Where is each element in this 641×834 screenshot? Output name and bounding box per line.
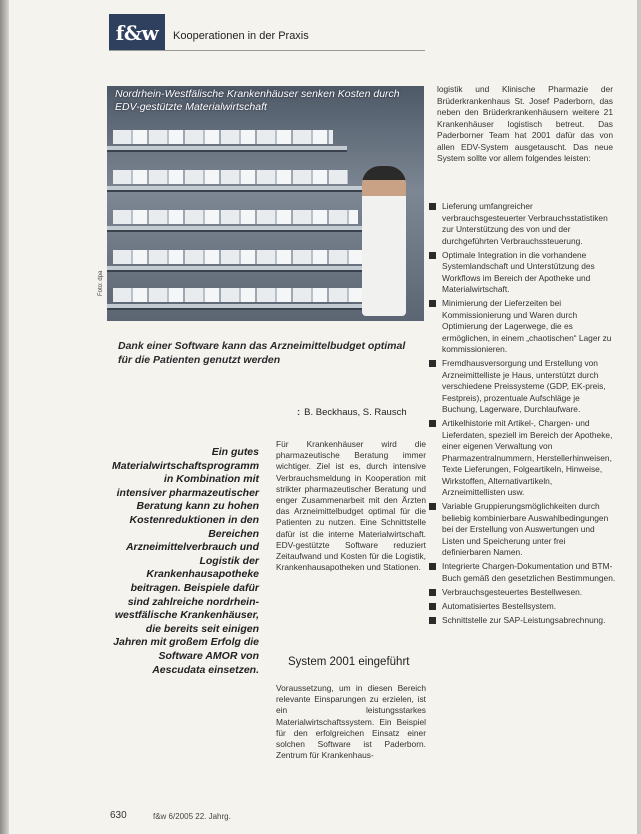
byline (297, 407, 407, 418)
shelf-boxes (113, 250, 368, 264)
square-bullet-icon (429, 589, 436, 596)
photo-headline: Nordrhein-Westfälische Krankenhäuser senken Kosten durch EDV-gestützte Materialwirtschaft (115, 88, 400, 113)
shelf-boxes (113, 130, 333, 144)
shelf (107, 186, 362, 190)
shelf-boxes (113, 210, 358, 224)
author-names: B. Beckhaus, S. Rausch (304, 407, 407, 418)
square-bullet-icon (429, 203, 436, 210)
list-item: Integrierte Chargen-Dokumentation und BTM-Buch gemäß den gesetzlichen Bestimmungen. (428, 561, 616, 584)
journal-logo: f&w (109, 14, 165, 51)
journal-issue: f&w 6/2005 22. Jahrg. (153, 812, 231, 821)
list-item: Artikelhistorie mit Artikel-, Chargen- und Lieferdaten, speziell im Bereich der Apotheke, einer eigenen Verwaltung von Pharmazentralnummern, Herstellerhinweisen, Texte Lieferungen, Folgeartikeln, Hinweise, Wirkstoffen, Alternativartikeln, Arzneimittellisten usw. (428, 418, 616, 499)
square-bullet-icon (429, 360, 436, 367)
square-bullet-icon (429, 617, 436, 624)
shelf (107, 226, 372, 230)
shelf-boxes (113, 170, 348, 184)
shelf (107, 304, 392, 308)
list-item: Verbrauchsgesteuertes Bestellwesen. (428, 587, 616, 599)
square-bullet-icon (429, 563, 436, 570)
body-text-column2-continued: Voraussetzung, um in diesen Bereich relevante Einsparungen zu erzielen, ist ein leistungsstarkes Materialwirtschaftssystem. Ein Beispiel für den erfolgreichen Einsatz einer solchen Software ist Paderborn. Zentrum für Krankenhaus- (276, 683, 426, 761)
photo-credit: Foto: dpa (98, 270, 104, 296)
image-caption: Dank einer Software kann das Arzneimittelbudget optimal für die Patienten genutzt werden (118, 340, 406, 366)
shelf (107, 266, 382, 270)
pharmacy-photo (107, 86, 424, 321)
body-text-column3: logistik und Klinische Pharmazie der Brüderkrankenhaus St. Josef Paderborn, das neben den Brüderkrankenhäusern weitere 21 Krankenhäuser logistisch betreut. Das Paderborner Team hat 2001 dafür das von allen EDV-System ausgetauscht. Das neue System sollte vor allem folgendes leisten: (437, 84, 613, 163)
list-item: Fremdhausversorgung und Erstellung von Arzneimittelliste je Haus, unterstützt durch verschiedene Preissysteme (GDP, EK-preis, Festpreis), prozentuale Aufschläge je Buchung, Lagerware, Durchlaufware. (428, 358, 616, 416)
list-item: Variable Gruppierungsmöglichkeiten durch beliebig kombinierbare Auswahlbedingungen bei der Erstellung von Auswertungen und Listen und Speicherung unter frei definierbaren Namen. (428, 501, 616, 559)
list-item: Minimierung der Lieferzeiten bei Kommissionierung und Waren durch Optimierung der Lagerwege, die es ermöglichen, in einem „chaotischen“ Lager zu kommissionieren. (428, 298, 616, 356)
section-title: Kooperationen in der Praxis (173, 30, 309, 42)
square-bullet-icon (429, 300, 436, 307)
subheading: System 2001 eingeführt (288, 656, 410, 668)
pull-quote: Ein gutes Materialwirtschaftsprogramm in Kombination mit intensiver pharmazeutischer Beratung kann zu hohen Kostenreduktionen in den Bereichen Arzneimittelverbrauch und Logistik der Krankenhausapotheke beitragen. Beispiele dafür sind zahlreiche nordrhein-westfälische Krankenhäuser, die bereits seit einigen Jahren mit großem Erfolg die Software AMOR von Aescudata einsetzen. (112, 446, 260, 676)
list-item: Lieferung umfangreicher verbrauchsgesteuerter Verbrauchsstatistiken zur Unterstützung des von und der durchgeführten Verbrauchssteuerung. (428, 201, 616, 247)
pharmacist-figure (362, 166, 406, 316)
list-item: Optimale Integration in die vorhandene Systemlandschaft und Unterstützung des Workflows im Bereich der Apotheke und Materialwirtschaft. (428, 250, 616, 296)
page-number: 630 (110, 810, 127, 821)
square-bullet-icon (429, 420, 436, 427)
square-bullet-icon (429, 603, 436, 610)
header-rule (109, 50, 425, 51)
list-item: Schnittstelle zur SAP-Leistungsabrechnung. (428, 615, 616, 627)
page-right-edge (637, 0, 641, 834)
square-bullet-icon (429, 252, 436, 259)
list-item: Automatisiertes Bestellsystem. (428, 601, 616, 613)
square-bullet-icon (429, 503, 436, 510)
shelf (107, 146, 347, 150)
body-text-column2: Für Krankenhäuser wird die pharmazeutische Beratung immer wichtiger. Ziel ist es, durch intensive Verbrauchsmeldung in Kooperation mit strikter pharmazeutischer Beratung und enger Zusammenarbeit mit den Ärzten das Arzneimittelbudget optimal für die Patienten zu nutzen. Eine Schnittstelle dafür ist die interne Materialwirtschaft. EDV-gestützte Software reduziert Zeitaufwand und Kosten für die Logistik, Krankenhausapotheken und Stationen. (276, 439, 426, 573)
requirements-list (428, 201, 616, 629)
shelf-boxes (113, 288, 378, 302)
page-binding-edge (0, 0, 9, 834)
byline-marker: : (297, 407, 301, 418)
